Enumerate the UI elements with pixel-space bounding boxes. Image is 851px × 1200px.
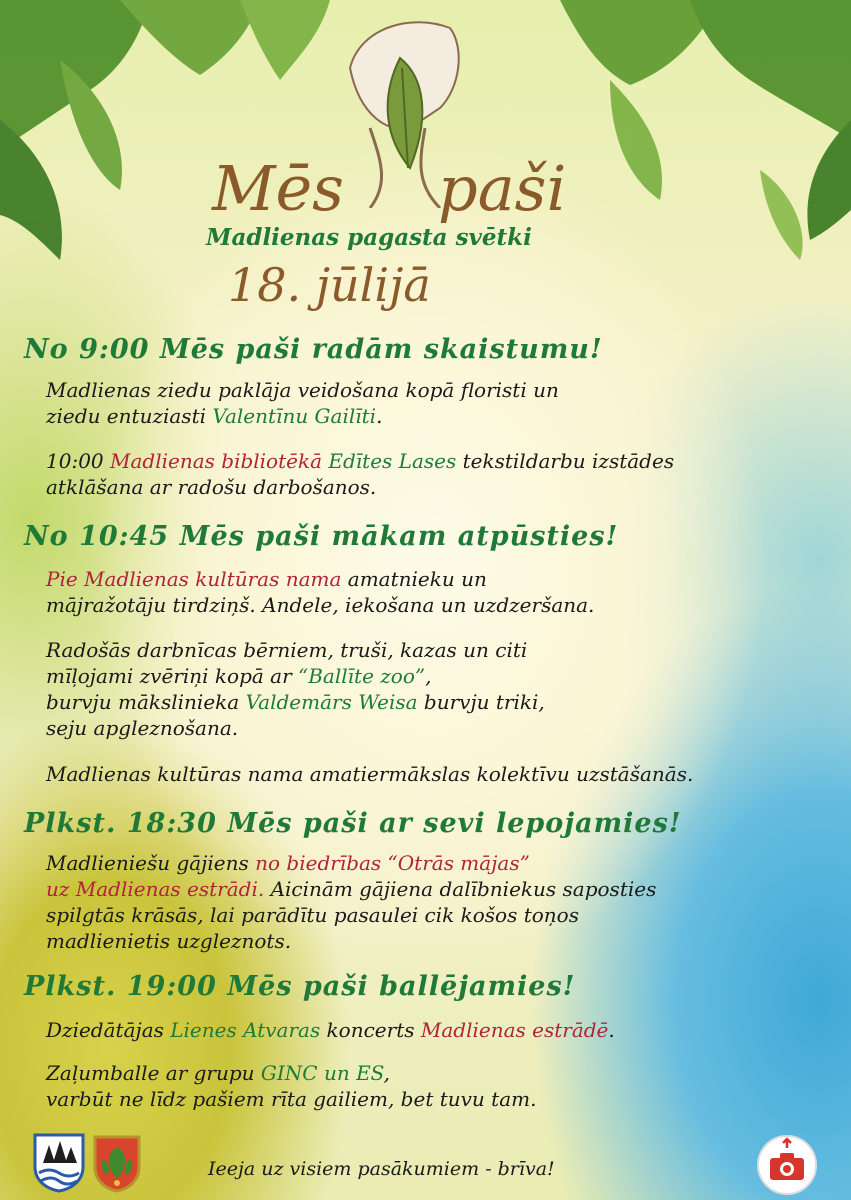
text-span: atklāšana ar radošu darbošanos. (46, 475, 377, 499)
text-span: , (425, 664, 432, 688)
section-1-line-1 (46, 377, 559, 403)
text-span: 10:00 (46, 449, 110, 473)
camera-icon (756, 1134, 818, 1196)
text-span: koncerts (320, 1018, 421, 1042)
highlight-name: Valdemārs Weisa (245, 690, 418, 714)
section-2-line-5 (46, 689, 545, 715)
highlight-place: no biedrības “Otrās mājas” (255, 851, 530, 875)
highlight-name: “Ballīte zoo” (298, 664, 426, 688)
text-span: mājražotāju tirdziņš. Andele, iekošana un uzdzeršana. (46, 593, 595, 617)
text-span: Zaļumballe ar grupu (46, 1061, 261, 1085)
text-span: . (608, 1018, 615, 1042)
highlight-name: Lienes Atvaras (170, 1018, 321, 1042)
text-span: seju apgleznošana. (46, 716, 239, 740)
section-heading-2: No 10:45 Mēs paši mākam atpūsties! (24, 521, 619, 552)
highlight-place: uz Madlienas estrādi. (46, 877, 265, 901)
text-span: spilgtās krāsās, lai parādītu pasaulei cik košos toņos (46, 903, 579, 927)
parish-crest-icon (93, 1135, 141, 1193)
highlight-name: Valentīnu Gailīti (212, 404, 377, 428)
text-span: mīļojami zvēriņi kopā ar (46, 664, 298, 688)
highlight-place: Madlienas estrādē (420, 1018, 609, 1042)
section-1-line-2 (46, 403, 382, 429)
text-span: Madlieniešu gājiens (46, 851, 256, 875)
section-heading-1: No 9:00 Mēs paši radām skaistumu! (24, 334, 603, 365)
text-span: Madlienas kultūras nama amatiermākslas kolektīvu uzstāšanās. (46, 762, 694, 786)
section-3-line-3 (46, 902, 579, 928)
highlight-place: Madlienas bibliotēkā (110, 449, 329, 473)
section-3-line-2 (46, 876, 656, 902)
section-2-line-7 (46, 761, 693, 787)
text-span: Aicinām gājiena dalībniekus saposties (264, 877, 657, 901)
section-1-line-4 (46, 474, 376, 500)
section-4-line-3 (46, 1086, 536, 1112)
text-span: tekstildarbu izstādes (456, 449, 675, 473)
text-span: Dziedātājas (46, 1018, 171, 1042)
text-span: burvju mākslinieka (46, 690, 246, 714)
section-2-line-3 (46, 637, 527, 663)
section-2-line-1 (46, 566, 487, 592)
text-span: ziedu entuziasti (46, 404, 213, 428)
section-1-line-3 (46, 448, 674, 474)
text-span: varbūt ne līdz pašiem rīta gailiem, bet tuvu tam. (46, 1087, 537, 1111)
section-heading-3: Plkst. 18:30 Mēs paši ar sevi lepojamies! (24, 808, 682, 839)
text-span: . (376, 404, 383, 428)
section-2-line-6 (46, 715, 238, 741)
section-2-line-4 (46, 663, 431, 689)
section-3-line-1 (46, 850, 530, 876)
event-date: 18. jūlijā (228, 258, 431, 312)
highlight-name: Edītes Lases (328, 449, 457, 473)
section-2-line-2 (46, 592, 594, 618)
title-mes: Mēs (212, 152, 344, 225)
section-4-line-1 (46, 1017, 615, 1043)
text-span: , (383, 1061, 391, 1085)
text-span: amatnieku un (341, 567, 487, 591)
highlight-name: GINC un ES (260, 1061, 384, 1085)
section-heading-4: Plkst. 19:00 Mēs paši ballējamies! (24, 971, 576, 1002)
subtitle: Madlienas pagasta svētki (206, 224, 532, 251)
title-pasi: paši (438, 152, 567, 225)
text-span: Radošās darbnīcas bērniem, truši, kazas un citi (46, 638, 528, 662)
text-span: Madlienas ziedu paklāja veidošana kopā floristi un (46, 378, 559, 402)
section-4-line-2 (46, 1060, 390, 1086)
text-span: burvju triki, (417, 690, 545, 714)
text-span: madlienietis uzgleznots. (46, 929, 292, 953)
municipality-crest-icon (33, 1133, 85, 1193)
section-3-line-4 (46, 928, 291, 954)
footer-note: Ieeja uz visiem pasākumiem - brīva! (208, 1158, 555, 1180)
highlight-place: Pie Madlienas kultūras nama (46, 567, 342, 591)
